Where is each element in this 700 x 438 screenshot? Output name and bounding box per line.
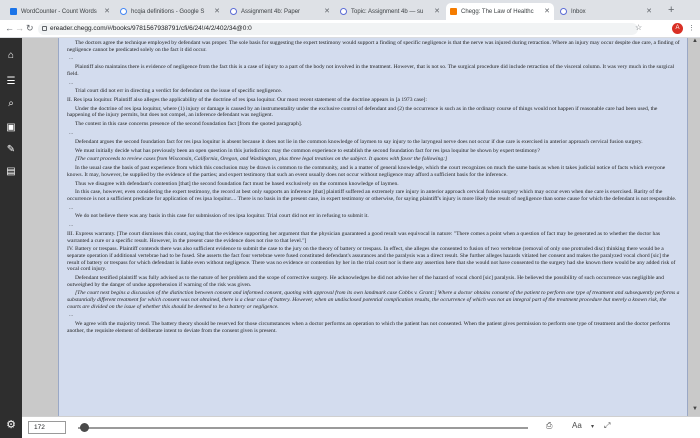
canvas-icon bbox=[340, 8, 347, 15]
close-icon[interactable]: ✕ bbox=[434, 8, 440, 15]
tab-label: Inbox bbox=[571, 8, 586, 15]
paragraph: Plaintiff also maintains there is evidence of negligence from the fact this is a case of injury to a part of the body not involved in the treatment. However, that is not so. The surgical procedure did include retraction of the visceral column. It was very much in the surgical field. bbox=[67, 64, 675, 77]
scroll-up-icon[interactable]: ▲ bbox=[692, 38, 698, 44]
paragraph: We agree with the majority trend. The battery theory should be reserved for those circumstances when a doctor performs an operation to which the patient has not consented. When the patient gives permission to perform one type of treatment and the doctor performs another, the requisite element of deliberate intent to deviate from the consent given is present. bbox=[67, 321, 671, 334]
section-heading-paragraph: IV. Battery or trespass. Plaintiff contends there was also sufficient evidence to submit the case to the jury on the theory of battery or trespass. In effect, she alleges she consented to fusion of two vertebrae (removal of only one protruded disc) thinking there would be a separate operation if additional vertebrae had to be fused. She asserts the fact four vertebrae were fused constituted defendant's assurances and the paralysis was a direct result. She further alleges hazards vitiated her consent and makes the paralyzed vocal chord [sic] the result of battery or trespass for which defendant is liable even without negligence. There was no evidence or contention by her in the trial court nor is there any assertion here that she would not have consented to the surgery had she known there would be any added risk of vocal cord injury. bbox=[67, 246, 676, 273]
print-icon[interactable]: ⎙ bbox=[546, 421, 553, 430]
ellipsis: ... bbox=[69, 222, 74, 229]
reload-icon[interactable]: ↻ bbox=[26, 23, 34, 33]
expand-icon[interactable]: ⤢ bbox=[604, 421, 611, 430]
book-page bbox=[58, 38, 688, 416]
page-slider-track[interactable] bbox=[78, 427, 528, 429]
tab-assignment-paper[interactable] bbox=[226, 3, 334, 20]
url-field[interactable] bbox=[38, 23, 638, 35]
paragraph: In the usual case the basis of past experience from which this conclusion may be drawn is common to the community, and is a matter of general knowledge, which the court recognizes on much the same basis as when it takes judicial notice of facts which everyone knows. It may, however, be supplied by the evidence of the parties; and expert testimony that such an event usually does not occur without negligence may afford a sufficient basis for the inference. bbox=[67, 165, 666, 178]
home-icon[interactable]: ⌂ bbox=[7, 50, 15, 61]
tab-inbox[interactable] bbox=[556, 3, 656, 20]
browser-tab-bar bbox=[0, 0, 700, 20]
tab-label: hcqia definitions - Google S bbox=[131, 8, 205, 15]
profile-avatar[interactable]: A bbox=[672, 23, 683, 34]
back-arrow-icon[interactable]: ← bbox=[5, 23, 14, 33]
canvas-icon bbox=[230, 8, 237, 15]
paragraph: Defendant argues the second foundation fact for res ipsa loquitur is absent because it does not lie in the common knowledge of laymen to say injury to the laryngeal nerve does not occur if due care is exercised in anterior approach cervical fusion surgery. bbox=[75, 138, 643, 145]
tab-topic-assignment[interactable] bbox=[336, 3, 444, 20]
highlighter-icon[interactable]: ✎ bbox=[6, 144, 16, 155]
chevron-down-icon[interactable]: ▾ bbox=[591, 424, 595, 430]
address-bar bbox=[0, 20, 700, 38]
gear-icon[interactable]: ⚙ bbox=[6, 419, 16, 431]
paragraph: In this case, however, even considering the expert testimony, the record at best only supports an inference [that] plaintiff suffered an extremely rare injury in anterior approach cervical fusion surgery which may occur even when due care is exercised. Rarity of the occurrence is not a sufficient predicate for application of res ipsa loquitur.... There is no basis in the present case, in expert testimony or otherwise, for saying plaintiff's injury is more likely the result of negligence than some cause for which the defendant is not responsible. bbox=[67, 189, 677, 202]
page-number-input[interactable]: 172 bbox=[28, 421, 66, 434]
close-icon[interactable]: ✕ bbox=[544, 8, 550, 15]
editorial-note: [The court next begins a discussion of the distinction between consent and informed consent, quoting with approval from its own landmark case Cobbs v. Grant:] Where a doctor obtains consent of the patient to perform one type of treatment and subsequently performs a substantially different treatment for which consent was not obtained, there is a clear case of battery. However, when an undisclosed potential complication results, the occurrence of which was not an integral part of the treatment procedure but merely a known risk, the courts are divided on the issue of whether this should be deemed to be a battery or negligence. bbox=[67, 290, 680, 310]
editorial-note: [The court proceeds to review cases from Wisconsin, California, Oregon, and Washington, plus three legal treatises on the subject. It quotes with favor the following:] bbox=[75, 156, 448, 163]
close-icon[interactable]: ✕ bbox=[214, 8, 220, 15]
section-heading-paragraph: III. Express warranty. [The court dismisses this count, saying that the evidence supporting her argument that the physician guaranteed a good result was equivocal in nature: "There comes a point when a question of fact may be generated as to whether the doctor has warranted a cure or a specific result. However, in the present case the evidence does not rise to that level."] bbox=[67, 231, 661, 244]
close-icon[interactable]: ✕ bbox=[646, 8, 652, 15]
wordcounter-icon bbox=[10, 8, 17, 15]
reader-bottom-toolbar bbox=[22, 416, 700, 438]
scroll-down-icon[interactable]: ▼ bbox=[692, 406, 698, 412]
lock-icon bbox=[42, 26, 47, 31]
ellipsis: ... bbox=[69, 204, 74, 211]
tab-chegg[interactable] bbox=[446, 3, 554, 20]
reader-area bbox=[22, 38, 700, 416]
paragraph: The contest in this case concerns presence of the second foundation fact [from the quoted paragraph]. bbox=[75, 121, 303, 128]
paragraph: We must initially decide what has previously been an open question in this jurisdiction: may the common experience to establish the second foundation fact for res ipsa loquitur be shown by expert testimony? bbox=[75, 147, 540, 154]
new-tab-button[interactable]: + bbox=[668, 4, 675, 16]
tab-label: Chegg: The Law of Healthc bbox=[461, 8, 534, 15]
page-slider-handle[interactable] bbox=[80, 423, 89, 432]
paragraph: Under the doctrine of res ipsa loquitur, where (1) injury or damage is caused by an instrumentality under the exclusive control of defendant and (2) the occurrence is such as in the ordinary course of things would not happen if reasonable care had been used, the happening of the injury permits, but does not compel, an inference defendant was negligent. bbox=[67, 105, 658, 119]
tab-wordcounter[interactable] bbox=[6, 3, 114, 20]
tab-google-search[interactable] bbox=[116, 3, 224, 20]
paragraph: Thus we disagree with defendant's contention [that] the second foundation fact must be based exclusively on the common knowledge of laymen. bbox=[75, 180, 399, 187]
google-icon bbox=[120, 8, 127, 15]
close-icon[interactable]: ✕ bbox=[324, 8, 330, 15]
tab-label: Assignment 4b: Paper bbox=[241, 8, 301, 15]
font-size-button[interactable]: Aa bbox=[572, 421, 582, 430]
close-icon[interactable]: ✕ bbox=[104, 8, 110, 15]
mail-icon bbox=[560, 8, 567, 15]
reader-sidebar bbox=[0, 38, 22, 438]
bookmark-icon[interactable]: ▣ bbox=[6, 122, 16, 133]
chegg-icon bbox=[450, 8, 457, 15]
paragraph: The doctors agree the technique employed by defendant was proper. The sole basis for suggesting the expert testimony would support a finding of specific negligence is that the nerve was injured during retraction. Where an injury may occur despite due care, a finding of negligence cannot be predicated solely on the fact it did occur. bbox=[67, 40, 680, 53]
list-icon[interactable]: ☰ bbox=[6, 76, 16, 87]
ellipsis: ... bbox=[69, 55, 74, 62]
paragraph: Defendant testified plaintiff was fully advised as to the nature of her problem and the scope of corrective surgery. He acknowledges he did not advise her of the hazard of vocal chord [sic] paralysis. He believed the possibility of such occurrence was negligible and outweighed by the danger of undue apprehension if warning of the risk was given. bbox=[67, 274, 664, 288]
paragraph: Trial court did not err in directing a verdict for defendant on the issue of specific negligence. bbox=[75, 88, 283, 95]
search-icon[interactable]: ⌕ bbox=[8, 98, 14, 109]
tab-label: Topic: Assignment 4b — su bbox=[351, 8, 424, 15]
url-text: ereader.chegg.com/#/books/9781567938791/cfi/6/24!/4/2/402/34@0:0 bbox=[50, 25, 252, 32]
paragraph: We do not believe there was any basis in this case for submission of res ipsa loquitur. Trial court did not err in refusing to submit it. bbox=[75, 213, 369, 220]
tab-label: WordCounter - Count Words bbox=[21, 8, 97, 15]
section-heading-paragraph: II. Res ipsa loquitur. Plaintiff also alleges the applicability of the doctrine of res ipsa loquitur. Our most recent statement of the doctrine appears in [a 1973 case]: bbox=[67, 97, 427, 104]
ellipsis: ... bbox=[69, 312, 74, 319]
notes-icon[interactable]: ▤ bbox=[6, 166, 16, 177]
ellipsis: ... bbox=[69, 79, 74, 86]
more-menu-icon[interactable]: ⋮ bbox=[688, 25, 695, 32]
ellipsis: ... bbox=[69, 130, 74, 137]
forward-arrow-icon[interactable]: → bbox=[15, 23, 24, 33]
bookmark-star-icon[interactable]: ☆ bbox=[635, 23, 643, 32]
